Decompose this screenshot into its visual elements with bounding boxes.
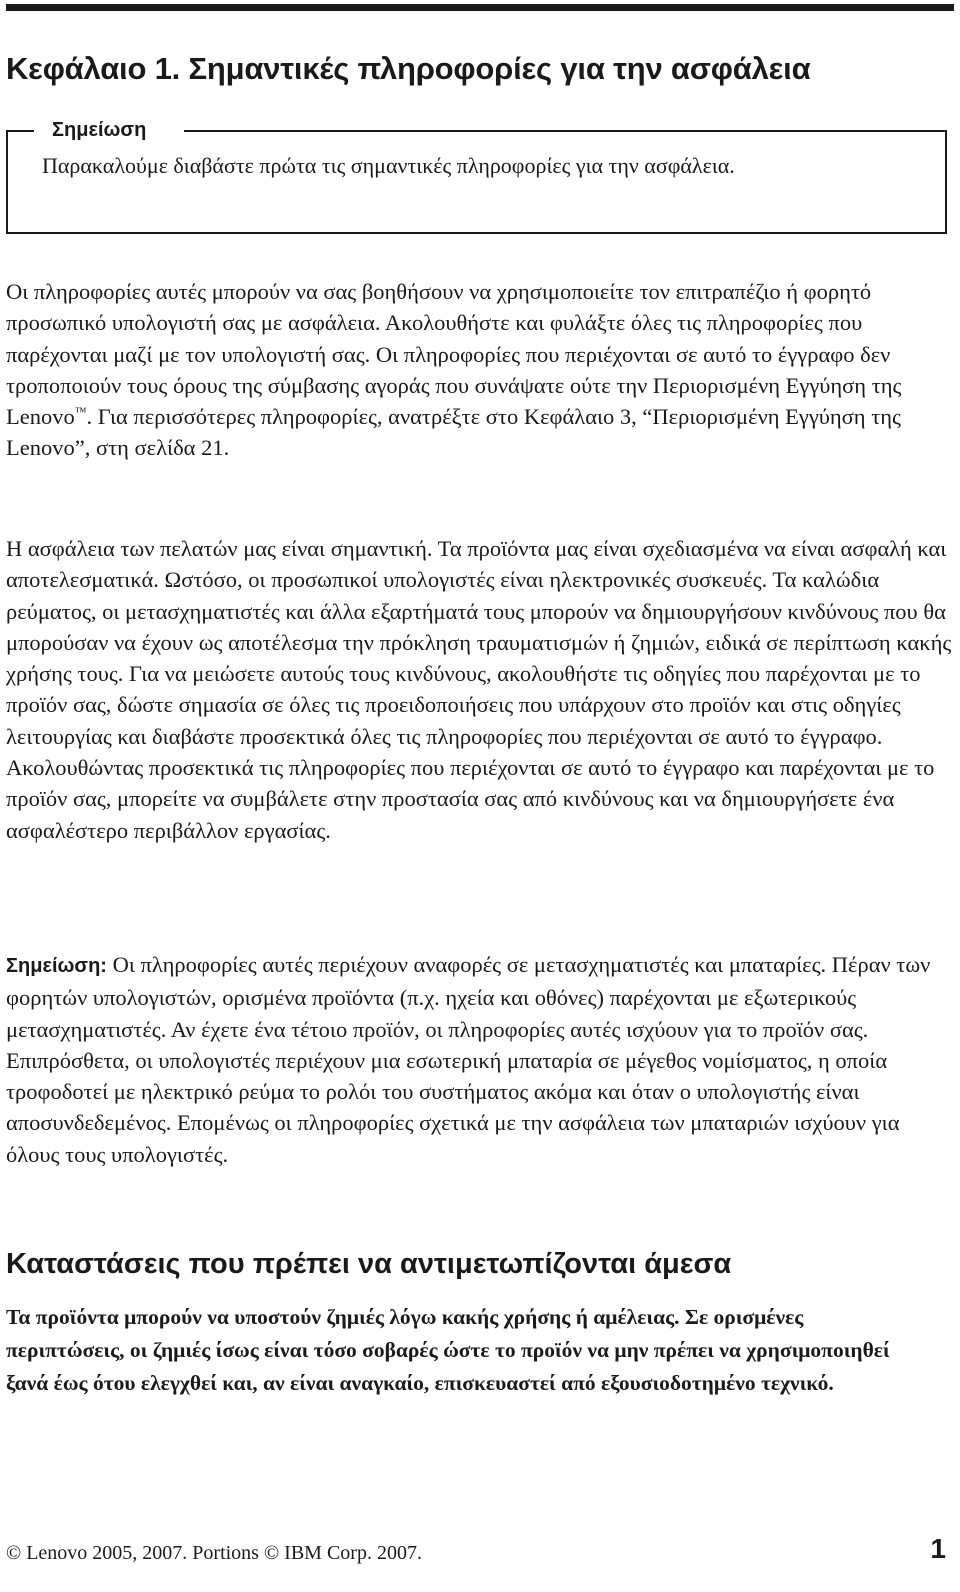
top-rule: [6, 4, 954, 11]
page-number: 1: [930, 1533, 946, 1564]
battery-note-text: Οι πληροφορίες αυτές περιέχουν αναφορές σε μετασχηματιστές και μπαταρίες. Πέραν των φορητών υπολογιστών, ορισμένα προϊόντα (π.χ. ηχεία και οθόνες) παρέχονται με εξωτερικούς μετασχηματιστές. Αν έχετε ένα τέτοιο προϊόν, οι πληροφορίες αυτές ισχύουν για το προϊόν σας. Επιπρόσθετα, οι υπολογιστές περιέχουν μια εσωτερική μπαταρία σε μέγεθος νομίσματος, η οποία τροφοδοτεί με ηλεκτρικό ρεύμα το ρολόι του συστήματος ακόμα και όταν ο υπολογιστής είναι αποσυνδεδεμένος. Επομένως οι πληροφορίες σχετικά με την ασφάλεια των μπαταριών ισχύουν για όλους τους υπολογιστές.: [6, 952, 931, 1167]
warning-text: Τα προϊόντα μπορούν να υποστούν ζημιές λόγω κακής χρήσης ή αμέλειας. Σε ορισμένες περιπτώσεις, οι ζημιές ίσως είναι τόσο σοβαρές ώστε το προϊόν να μην πρέπει να χρησιμοποιηθεί ξανά έως ότου ελεγχθεί και, αν είναι αναγκαίο, επισκευαστεί από εξουσιοδοτημένο τεχνικό.: [6, 1305, 890, 1395]
note-text: Παρακαλούμε διαβάστε πρώτα τις σημαντικές πληροφορίες για την ασφάλεια.: [42, 153, 735, 178]
intro-text-end: . Για περισσότερες πληροφορίες, ανατρέξτε στο Κεφάλαιο 3, “Περιορισμένη Εγγύηση της Lenovo”, στη σελίδα 21.: [6, 404, 901, 461]
intro-text-start: Οι πληροφορίες αυτές μπορούν να σας βοηθήσουν να χρησιμοποιείτε τον επιτραπέζιο ή φορητό προσωπικό υπολογιστή σας με ασφάλεια. Ακολουθήστε και φυλάξτε όλες τις πληροφορίες που παρέχονται μαζί με τον υπολογιστή σας. Οι πληροφορίες που περιέχονται σε αυτό το έγγραφο δεν τροποποιούν τους όρους της σύμβασης αγοράς που συνάψατε ούτε την Περιορισμένη Εγγύηση της Lenovo: [6, 279, 902, 430]
safety-paragraph: Η ασφάλεια των πελατών μας είναι σημαντική. Τα προϊόντα μας είναι σχεδιασμένα να είναι ασφαλή και αποτελεσματικά. Ωστόσο, οι προσωπικοί υπολογιστές είναι ηλεκτρονικές συσκευές. Τα καλώδια ρεύματος, οι μετασχηματιστές και άλλα εξαρτήματά τους μπορούν να δημιουργήσουν κινδύνους που θα μπορούσαν να έχουν ως αποτέλεσμα την πρόκληση τραυματισμών ή ζημιών, ειδικά σε περίπτωση κακής χρήσης τους. Για να μειώσετε αυτούς τους κινδύνους, ακολουθήστε τις οδηγίες που παρέχονται με το προϊόν σας, δώστε σημασία σε όλες τις προειδοποιήσεις που υπάρχουν στο προϊόν και στις οδηγίες λειτουργίας και διαβάστε προσεκτικά όλες τις πληροφορίες που περιέχονται σε αυτό το έγγραφο. Ακολουθώντας προσεκτικά τις πληροφορίες που περιέχονται σε αυτό το έγγραφο και παρέχονται με το προϊόν σας, μπορείτε να συμβάλετε στην προστασία σας από κινδύνους και να δημιουργήσετε ένα ασφαλέστερο περιβάλλον εργασίας.: [6, 536, 952, 843]
trademark-symbol: ™: [74, 404, 87, 419]
chapter-title: Κεφάλαιο 1. Σημαντικές πληροφορίες για την ασφάλεια: [6, 51, 811, 86]
battery-note-lead: Σημείωση:: [6, 955, 107, 977]
intro-paragraph: [6, 276, 952, 464]
note-box: [6, 119, 947, 234]
note-box-rule-right: [184, 130, 947, 132]
section-heading: Καταστάσεις που πρέπει να αντιμετωπίζονται άμεσα: [6, 1248, 732, 1280]
battery-note-paragraph: [6, 949, 952, 1170]
note-box-rule-left: [6, 130, 34, 132]
note-label: Σημείωση: [52, 119, 147, 141]
footer-copyright: © Lenovo 2005, 2007. Portions © IBM Corp. 2007.: [6, 1542, 422, 1564]
